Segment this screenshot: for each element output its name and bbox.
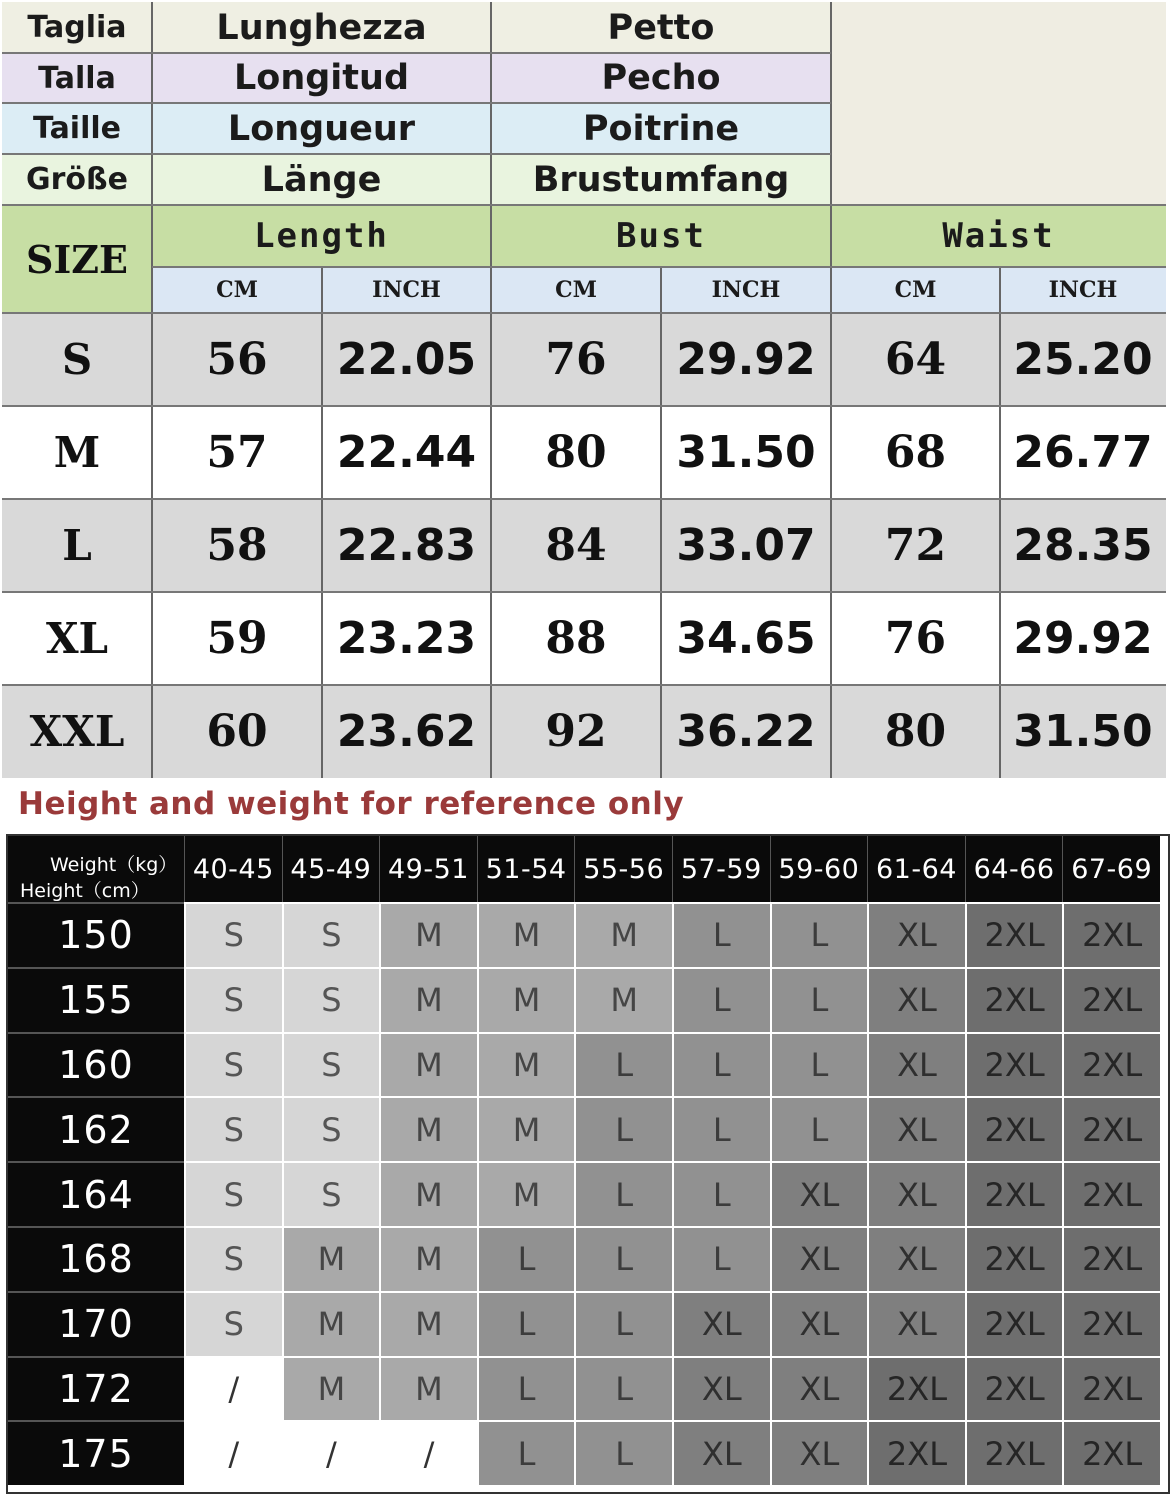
size-header: SIZE	[2, 205, 152, 313]
size-cell: M	[2, 406, 152, 499]
size-recommendation-cell: M	[379, 1032, 477, 1097]
size-recommendation-cell: XL	[672, 1420, 770, 1485]
size-cell: XL	[2, 592, 152, 685]
bust-in-cell: 31.50	[661, 406, 831, 499]
height-axis-label: Height（cm）	[20, 880, 150, 902]
bust-in-cell: 33.07	[661, 499, 831, 592]
size-recommendation-cell: M	[477, 1096, 575, 1161]
size-recommendation-cell: /	[184, 1420, 282, 1485]
grid-line	[999, 267, 1001, 778]
size-recommendation-cell: 2XL	[965, 1032, 1063, 1097]
length-cm-cell: 56	[152, 313, 322, 406]
bust-cm-cell: 80	[491, 406, 661, 499]
waist-cm-cell: 64	[831, 313, 1000, 406]
size-recommendation-cell: S	[282, 1096, 380, 1161]
height-header: 175	[8, 1420, 184, 1485]
size-recommendation-cell: L	[574, 1096, 672, 1161]
size-recommendation-cell: M	[574, 967, 672, 1032]
size-recommendation-cell: 2XL	[965, 902, 1063, 967]
length-cm-cell: 60	[152, 685, 322, 778]
bust-cm-cell: 92	[491, 685, 661, 778]
size-recommendation-cell: XL	[672, 1356, 770, 1421]
grid-line	[2, 102, 831, 104]
size-recommendation-cell: M	[379, 1161, 477, 1226]
bust-in-cell: 29.92	[661, 313, 831, 406]
height-header: 172	[8, 1356, 184, 1421]
size-recommendation-cell: 2XL	[965, 1096, 1063, 1161]
size-recommendation-cell: 2XL	[1062, 1420, 1160, 1485]
waist-cm-cell: 72	[831, 499, 1000, 592]
size-recommendation-cell: L	[477, 1291, 575, 1356]
size-recommendation-cell: L	[770, 967, 868, 1032]
size-recommendation-cell: XL	[867, 902, 965, 967]
size-recommendation-cell: 2XL	[1062, 902, 1160, 967]
length-in-cell: 22.44	[322, 406, 491, 499]
waist-cm-cell: 68	[831, 406, 1000, 499]
size-recommendation-cell: M	[379, 1291, 477, 1356]
length-cm-cell: 58	[152, 499, 322, 592]
weight-axis-label: Weight（kg）	[50, 854, 178, 876]
grid-line	[321, 267, 323, 778]
grid-line	[2, 684, 1166, 686]
bust-cm-cell: 88	[491, 592, 661, 685]
size-recommendation-cell: M	[477, 1161, 575, 1226]
size-recommendation-cell: 2XL	[867, 1356, 965, 1421]
size-recommendation-cell: 2XL	[1062, 1291, 1160, 1356]
size-recommendation-cell: L	[770, 1096, 868, 1161]
length-header: Length	[152, 205, 491, 267]
height-header: 160	[8, 1032, 184, 1097]
size-recommendation-cell: 2XL	[1062, 1226, 1160, 1291]
size-recommendation-cell: M	[379, 1226, 477, 1291]
height-header: 150	[8, 902, 184, 967]
lang-length-label: Länge	[152, 154, 491, 205]
weight-header: 40-45	[184, 836, 282, 902]
size-recommendation-cell: L	[770, 1032, 868, 1097]
size-recommendation-cell: 2XL	[1062, 1032, 1160, 1097]
size-recommendation-cell: S	[184, 902, 282, 967]
grid-line	[2, 498, 1166, 500]
size-recommendation-cell: S	[282, 1032, 380, 1097]
height-header: 168	[8, 1226, 184, 1291]
size-recommendation-cell: S	[184, 1096, 282, 1161]
size-cell: L	[2, 499, 152, 592]
bust-cm-cell: 76	[491, 313, 661, 406]
reference-note: Height and weight for reference only	[18, 786, 685, 822]
size-recommendation-cell: 2XL	[965, 1291, 1063, 1356]
bust-header: Bust	[491, 205, 831, 267]
waist-cm-cell: 76	[831, 592, 1000, 685]
size-recommendation-cell: XL	[867, 1226, 965, 1291]
size-recommendation-cell: M	[477, 967, 575, 1032]
size-recommendation-cell: XL	[770, 1291, 868, 1356]
size-recommendation-cell: XL	[867, 1032, 965, 1097]
size-recommendation-cell: L	[672, 1096, 770, 1161]
waist-in-cell: 28.35	[1000, 499, 1166, 592]
size-cell: XXL	[2, 685, 152, 778]
size-recommendation-cell: XL	[770, 1226, 868, 1291]
lang-size-label: Taille	[2, 103, 152, 154]
size-recommendation-cell: L	[574, 1420, 672, 1485]
lang-blank-area	[831, 2, 1166, 205]
lang-bust-label: Pecho	[491, 53, 831, 103]
length-in-cell: 23.62	[322, 685, 491, 778]
grid-line	[2, 312, 1166, 314]
size-recommendation-cell: 2XL	[1062, 1356, 1160, 1421]
grid-line	[490, 2, 492, 778]
size-recommendation-cell: L	[477, 1420, 575, 1485]
size-recommendation-cell: L	[770, 902, 868, 967]
grid-line	[830, 2, 832, 778]
size-recommendation-cell: XL	[867, 1291, 965, 1356]
size-recommendation-cell: XL	[770, 1161, 868, 1226]
weight-header: 61-64	[867, 836, 965, 902]
waist-in-cell: 29.92	[1000, 592, 1166, 685]
length-cm-cell: 57	[152, 406, 322, 499]
size-recommendation-cell: S	[184, 1032, 282, 1097]
size-recommendation-cell: M	[282, 1226, 380, 1291]
weight-header: 49-51	[379, 836, 477, 902]
cm-unit-header: CM	[491, 267, 661, 313]
waist-in-cell: 25.20	[1000, 313, 1166, 406]
lang-size-label: Taglia	[2, 2, 152, 53]
size-recommendation-cell: XL	[770, 1356, 868, 1421]
size-recommendation-cell: 2XL	[965, 1226, 1063, 1291]
grid-line	[2, 52, 831, 54]
height-header: 170	[8, 1291, 184, 1356]
size-recommendation-cell: S	[282, 1161, 380, 1226]
size-recommendation-cell: S	[184, 1161, 282, 1226]
lang-bust-label: Petto	[491, 2, 831, 53]
size-recommendation-cell: 2XL	[1062, 967, 1160, 1032]
size-recommendation-cell: 2XL	[867, 1420, 965, 1485]
size-recommendation-cell: M	[477, 902, 575, 967]
grid-line	[152, 266, 1166, 268]
grid-line	[151, 2, 153, 778]
size-recommendation-cell: S	[184, 967, 282, 1032]
bust-cm-cell: 84	[491, 499, 661, 592]
size-recommendation-cell: M	[282, 1356, 380, 1421]
height-header: 162	[8, 1096, 184, 1161]
size-recommendation-cell: XL	[672, 1291, 770, 1356]
size-recommendation-cell: XL	[867, 967, 965, 1032]
size-recommendation-cell: M	[379, 1356, 477, 1421]
size-recommendation-cell: /	[379, 1420, 477, 1485]
length-in-cell: 22.83	[322, 499, 491, 592]
size-recommendation-cell: /	[184, 1356, 282, 1421]
height-header: 155	[8, 967, 184, 1032]
size-recommendation-cell: S	[282, 967, 380, 1032]
inch-unit-header: INCH	[661, 267, 831, 313]
size-recommendation-cell: S	[282, 902, 380, 967]
size-recommendation-cell: XL	[867, 1096, 965, 1161]
corner-header	[8, 836, 184, 902]
waist-in-cell: 31.50	[1000, 685, 1166, 778]
lang-length-label: Longitud	[152, 53, 491, 103]
size-recommendation-cell: /	[282, 1420, 380, 1485]
grid-line	[2, 204, 1166, 206]
size-recommendation-cell: M	[379, 902, 477, 967]
length-in-cell: 22.05	[322, 313, 491, 406]
height-header: 164	[8, 1161, 184, 1226]
inch-unit-header: INCH	[1000, 267, 1166, 313]
grid-line	[2, 405, 1166, 407]
size-recommendation-cell: XL	[867, 1161, 965, 1226]
weight-header: 57-59	[672, 836, 770, 902]
inch-unit-header: INCH	[322, 267, 491, 313]
size-recommendation-cell: L	[477, 1226, 575, 1291]
size-recommendation-cell: L	[672, 967, 770, 1032]
grid-line	[2, 153, 831, 155]
bust-in-cell: 34.65	[661, 592, 831, 685]
lang-length-label: Longueur	[152, 103, 491, 154]
size-recommendation-cell: M	[477, 1032, 575, 1097]
size-recommendation-cell: L	[672, 902, 770, 967]
size-recommendation-cell: 2XL	[965, 1161, 1063, 1226]
waist-header: Waist	[831, 205, 1166, 267]
cm-unit-header: CM	[831, 267, 1000, 313]
weight-header: 64-66	[965, 836, 1063, 902]
lang-bust-label: Poitrine	[491, 103, 831, 154]
size-recommendation-cell: M	[574, 902, 672, 967]
weight-header: 59-60	[770, 836, 868, 902]
size-recommendation-cell: 2XL	[965, 1356, 1063, 1421]
size-recommendation-cell: L	[574, 1032, 672, 1097]
size-recommendation-cell: 2XL	[965, 1420, 1063, 1485]
bust-in-cell: 36.22	[661, 685, 831, 778]
size-recommendation-cell: XL	[770, 1420, 868, 1485]
size-recommendation-cell: L	[574, 1226, 672, 1291]
weight-header: 51-54	[477, 836, 575, 902]
size-recommendation-cell: L	[574, 1161, 672, 1226]
waist-in-cell: 26.77	[1000, 406, 1166, 499]
size-recommendation-cell: S	[184, 1291, 282, 1356]
lang-size-label: Talla	[2, 53, 152, 103]
size-recommendation-cell: 2XL	[965, 967, 1063, 1032]
lang-bust-label: Brustumfang	[491, 154, 831, 205]
size-chart-table	[2, 2, 1166, 778]
weight-header: 67-69	[1062, 836, 1160, 902]
grid-line	[2, 591, 1166, 593]
size-recommendation-cell: L	[672, 1032, 770, 1097]
lang-size-label: Größe	[2, 154, 152, 205]
size-recommendation-cell: 2XL	[1062, 1096, 1160, 1161]
size-recommendation-cell: M	[282, 1291, 380, 1356]
size-recommendation-cell: L	[672, 1161, 770, 1226]
size-recommendation-cell: L	[574, 1291, 672, 1356]
cm-unit-header: CM	[152, 267, 322, 313]
lang-length-label: Lunghezza	[152, 2, 491, 53]
size-recommendation-cell: M	[379, 967, 477, 1032]
waist-cm-cell: 80	[831, 685, 1000, 778]
length-in-cell: 23.23	[322, 592, 491, 685]
size-recommendation-cell: L	[477, 1356, 575, 1421]
length-cm-cell: 59	[152, 592, 322, 685]
grid-line	[660, 267, 662, 778]
size-recommendation-cell: L	[672, 1226, 770, 1291]
size-recommendation-cell: L	[574, 1356, 672, 1421]
size-recommendation-cell: S	[184, 1226, 282, 1291]
weight-header: 55-56	[574, 836, 672, 902]
size-recommendation-cell: M	[379, 1096, 477, 1161]
size-cell: S	[2, 313, 152, 406]
size-recommendation-cell: 2XL	[1062, 1161, 1160, 1226]
weight-header: 45-49	[282, 836, 380, 902]
height-weight-table	[6, 834, 1170, 1494]
